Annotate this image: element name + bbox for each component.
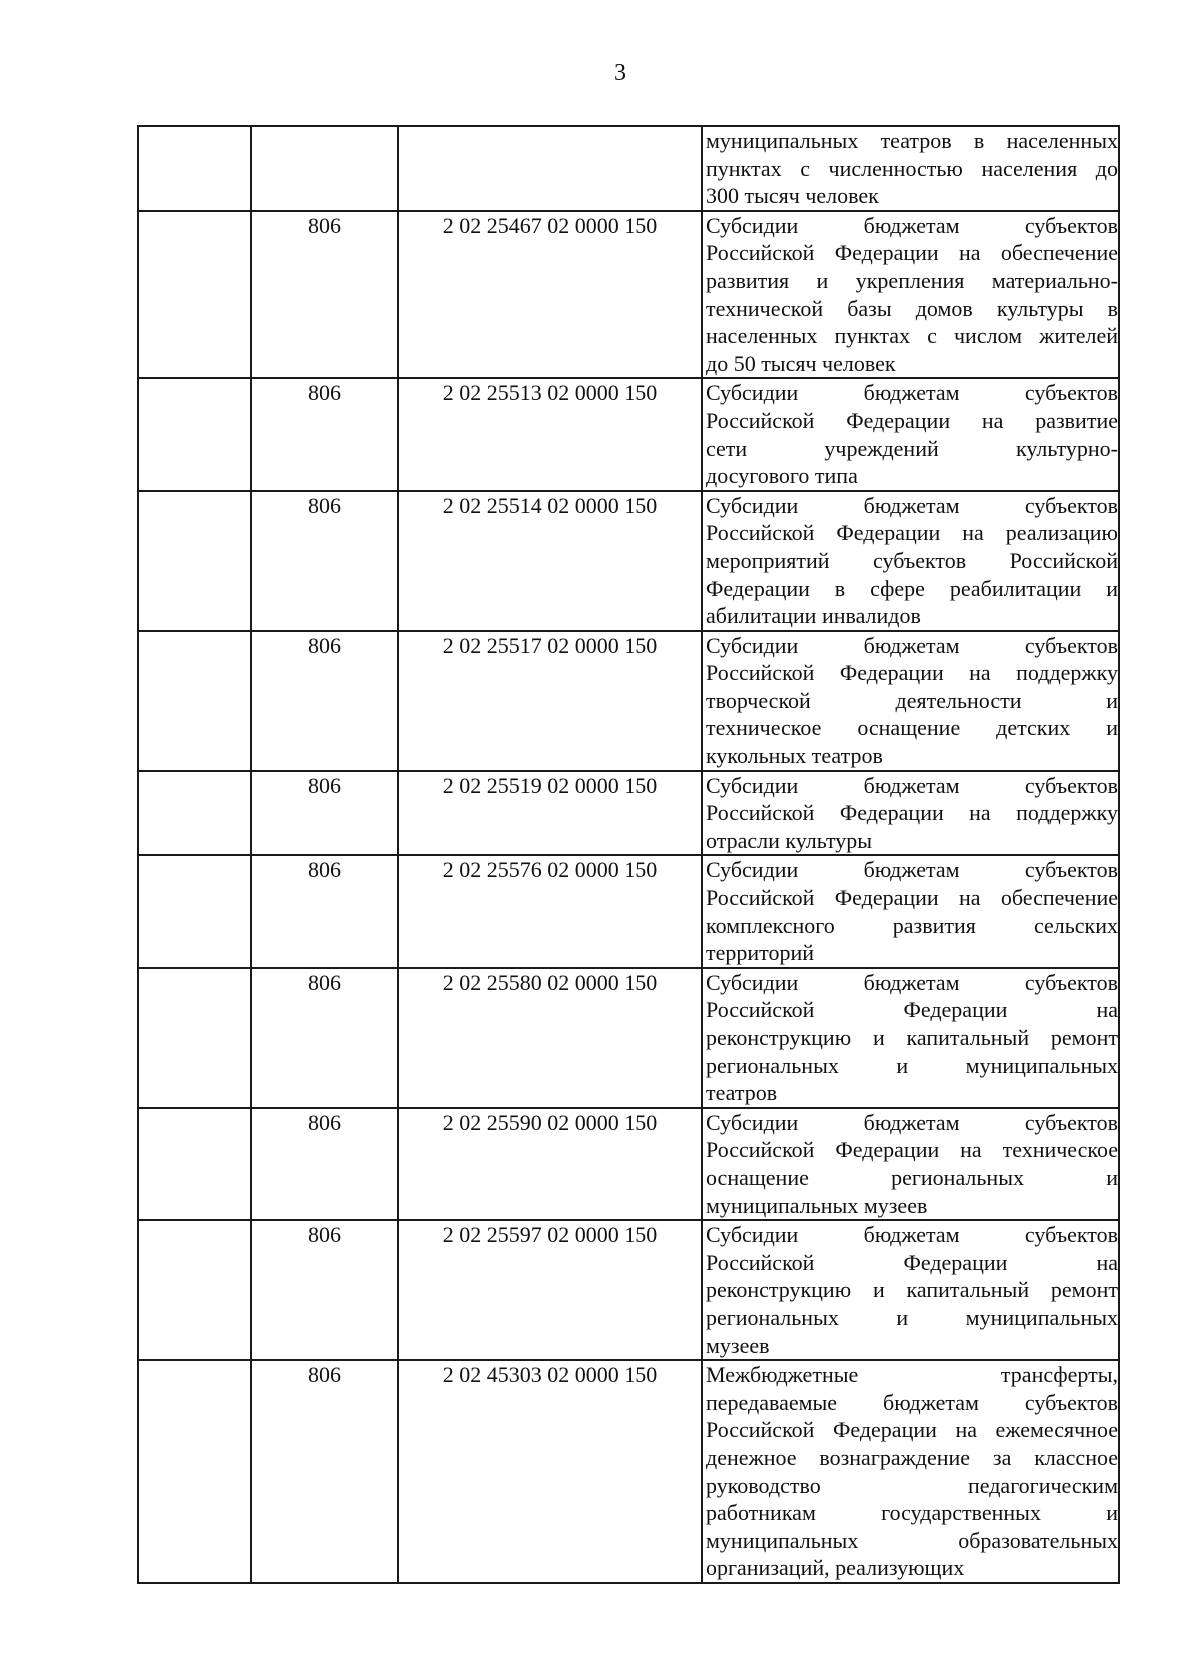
description-line: денежное вознаграждение за классное [706,1444,1118,1470]
description-line: музеев [706,1332,770,1358]
empty-cell [138,771,251,856]
description-line: техническое оснащение детских и [706,715,1118,741]
description-cell [702,126,1119,211]
empty-cell [138,855,251,967]
description-cell [702,1360,1119,1583]
description-line: до 50 тысяч человек [706,350,896,376]
description-cell [702,378,1119,490]
admin-code-cell [251,126,398,211]
description-line: Российской Федерации на обеспечение [706,885,1118,911]
description-line: театров [706,1080,778,1106]
description-line: творческой деятельности и [706,687,1118,713]
page-number: 3 [614,60,626,86]
description-line: Федерации в сфере реабилитации и [706,575,1118,601]
table-row [138,1108,1119,1220]
admin-code-cell: 806 [251,855,398,967]
description-line: мероприятий субъектов Российской [706,547,1118,573]
description-line: населенных пунктах с числом жителей [706,323,1118,349]
description-line: передаваемые бюджетам субъектов [706,1389,1118,1415]
description-cell [702,968,1119,1108]
description-line: Субсидии бюджетам субъектов [706,212,1118,238]
description-line: руководство педагогическим [706,1472,1118,1498]
description-cell [702,631,1119,771]
description-cell [702,1108,1119,1220]
description-line: комплексного развития сельских [706,912,1118,938]
budget-code-cell: 2 02 25580 02 0000 150 [398,968,702,1108]
empty-cell [138,631,251,771]
admin-code-cell: 806 [251,1360,398,1583]
description-line: Межбюджетные трансферты, [706,1362,1118,1388]
budget-codes-table [137,125,1120,1584]
table-row [138,855,1119,967]
admin-code-cell: 806 [251,211,398,379]
empty-cell [138,211,251,379]
description-line: отрасли культуры [706,827,873,853]
description-line: Субсидии бюджетам субъектов [706,1222,1118,1248]
budget-code-cell: 2 02 25514 02 0000 150 [398,491,702,631]
empty-cell [138,378,251,490]
description-line: Субсидии бюджетам субъектов [706,969,1118,995]
table-row [138,968,1119,1108]
description-line: территорий [706,940,815,966]
description-line: Российской Федерации на [706,997,1118,1023]
admin-code-cell: 806 [251,378,398,490]
admin-code-cell: 806 [251,1108,398,1220]
description-line: Субсидии бюджетам субъектов [706,772,1118,798]
description-line: муниципальных музеев [706,1192,928,1218]
description-line: Субсидии бюджетам субъектов [706,1109,1118,1135]
description-cell [702,491,1119,631]
budget-code-cell: 2 02 25590 02 0000 150 [398,1108,702,1220]
budget-code-cell: 2 02 25519 02 0000 150 [398,771,702,856]
budget-code-cell: 2 02 25597 02 0000 150 [398,1220,702,1360]
description-line: региональных и муниципальных [706,1304,1118,1330]
description-line: муниципальных театров в населенных [706,128,1118,153]
budget-code-cell: 2 02 25513 02 0000 150 [398,378,702,490]
budget-code-cell: 2 02 25576 02 0000 150 [398,855,702,967]
budget-code-cell: 2 02 25517 02 0000 150 [398,631,702,771]
admin-code-cell: 806 [251,491,398,631]
empty-cell [138,968,251,1108]
description-cell [702,771,1119,856]
budget-code-cell [398,126,702,211]
description-line: организаций, реализующих [706,1555,965,1581]
table-row [138,631,1119,771]
description-line: оснащение региональных и [706,1164,1118,1190]
description-line: Российской Федерации на обеспечение [706,240,1118,266]
empty-cell [138,1220,251,1360]
description-line: Субсидии бюджетам субъектов [706,492,1118,518]
description-cell [702,211,1119,379]
empty-cell [138,1108,251,1220]
description-line: досугового типа [706,463,858,489]
description-line: Российской Федерации на реализацию [706,520,1118,546]
description-line: реконструкцию и капитальный ремонт [706,1025,1118,1050]
table-row [138,1220,1119,1360]
description-line: 300 тысяч человек [706,183,879,209]
description-line: Субсидии бюджетам субъектов [706,380,1118,406]
description-line: абилитации инвалидов [706,603,921,629]
table-row [138,771,1119,856]
admin-code-cell: 806 [251,631,398,771]
budget-code-cell: 2 02 25467 02 0000 150 [398,211,702,379]
description-line: технической базы домов культуры в [706,295,1118,321]
description-line: Российской Федерации на развитие [706,407,1118,433]
description-line: сети учреждений культурно- [706,435,1118,461]
table-row [138,211,1119,379]
table-row [138,491,1119,631]
description-line: региональных и муниципальных [706,1052,1118,1078]
admin-code-cell: 806 [251,771,398,856]
table-body [138,126,1119,1583]
table-row [138,1360,1119,1583]
description-line: Российской Федерации на поддержку [706,660,1118,686]
description-cell [702,855,1119,967]
description-line: Российской Федерации на [706,1249,1118,1275]
description-line: развития и укрепления материально- [706,267,1118,293]
table-row [138,126,1119,211]
description-line: кукольных театров [706,743,883,769]
description-line: Российской Федерации на ежемесячное [706,1417,1118,1443]
description-line: работникам государственных и [706,1500,1118,1526]
table-row [138,378,1119,490]
empty-cell [138,1360,251,1583]
empty-cell [138,126,251,211]
description-line: Субсидии бюджетам субъектов [706,632,1118,658]
description-line: Российской Федерации на поддержку [706,800,1118,826]
description-line: реконструкцию и капитальный ремонт [706,1277,1118,1303]
admin-code-cell: 806 [251,968,398,1108]
description-line: Субсидии бюджетам субъектов [706,857,1118,883]
description-line: муниципальных образовательных [706,1527,1118,1553]
empty-cell [138,491,251,631]
description-line: пунктах с численностью населения до [706,155,1118,181]
admin-code-cell: 806 [251,1220,398,1360]
description-cell [702,1220,1119,1360]
budget-code-cell: 2 02 45303 02 0000 150 [398,1360,702,1583]
description-line: Российской Федерации на техническое [706,1137,1118,1163]
